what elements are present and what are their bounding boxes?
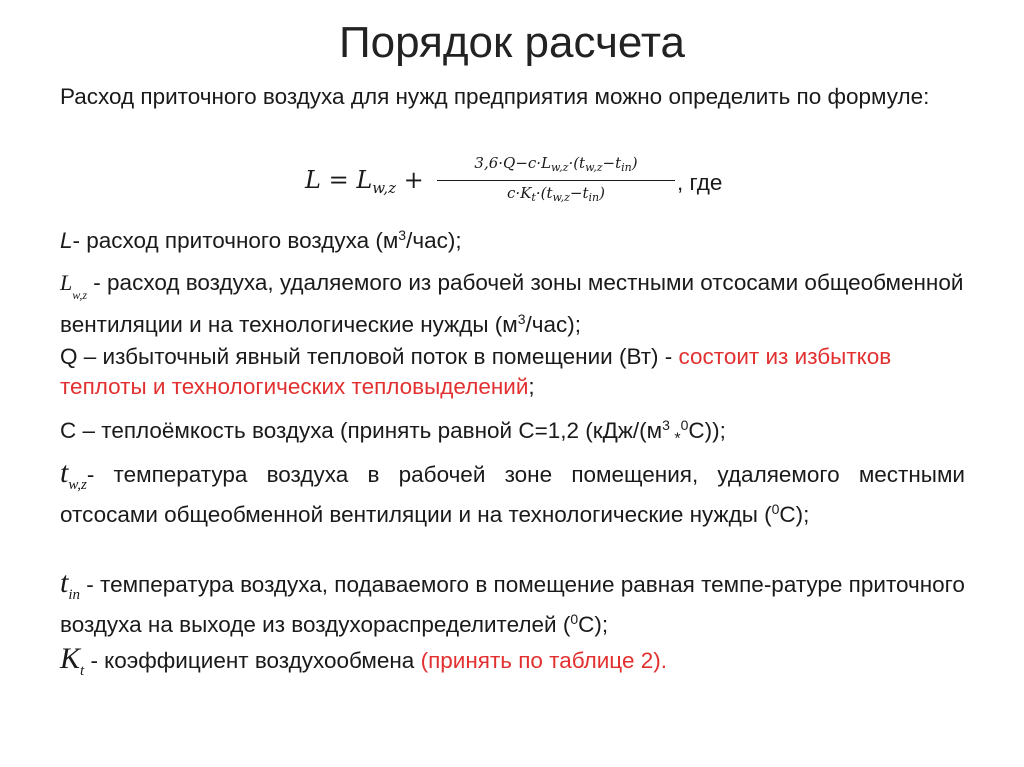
- def-Kt: $K_t$ - коэффициент воздухообмена (принять по таблице 2).: [60, 644, 965, 686]
- formula-where: , где: [677, 170, 723, 195]
- symbol-tin: $t_{in}$: [60, 566, 81, 603]
- symbol-twz: $t_{w,z}$: [60, 456, 87, 493]
- def-C: С – теплоёмкость воздуха (принять равной С=1,2 ($кДж/(м^3$ $_*^0$С));: [60, 417, 726, 448]
- intro-text: Расход приточного воздуха для нужд предприятия можно определить по формуле:: [60, 84, 930, 109]
- def-Q: Q – избыточный явный тепловой поток в помещении (Вт) - состоит из избытков теплоты и технологических тепловыделений;: [60, 344, 892, 399]
- formula-numerator: $3,6\cdot Q-c\cdot L_{w,z}\cdot(t_{w,z}-t_{in})$: [474, 154, 638, 174]
- formula-fraction: [437, 154, 675, 204]
- flow-formula: [305, 152, 765, 218]
- fraction-bar: [437, 180, 675, 181]
- symbol-Lwz: $L_{w,z}$: [60, 270, 88, 302]
- formula-lhs: $L = L_{w,z}$ +: [305, 166, 424, 197]
- page-title: Порядок расчета: [338, 18, 686, 67]
- symbol-Kt: $K_t$: [60, 642, 85, 679]
- def-tin: $t_{in}$ - температура воздуха, подаваемого в помещение равная темпе-ратуре приточного воздуха на выходе из воздухораспределителей ($^0$С);: [60, 566, 965, 637]
- formula-denominator: $c\cdot K_t\cdot(t_{w,z}-t_{in})$: [507, 184, 605, 204]
- def-Lwz: $L_{w,z}$ - расход воздуха, удаляемого из рабочей зоны местными отсосами общеобменной вентиляции и на технологические нужды $(м^3/час)$;: [60, 270, 964, 337]
- def-twz: $t_{w,z}-$ температура воздуха в рабочей зоне помещения, удаляемого местными отсосами общеобменной вентиляции и на технологические нужды ($^0$С);: [60, 456, 965, 527]
- def-L: L- расход приточного воздуха $(м^3/час)$;: [60, 227, 462, 253]
